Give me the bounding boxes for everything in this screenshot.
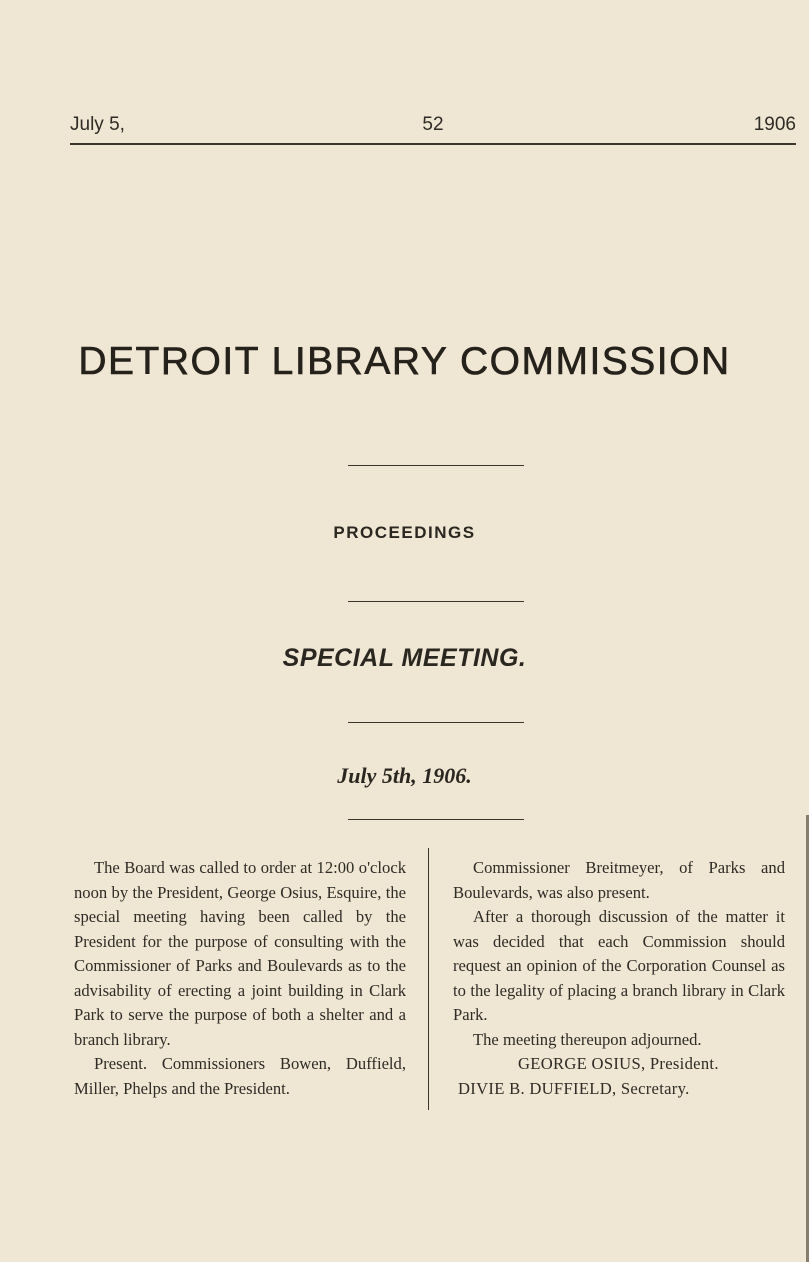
signature-secretary: DIVIE B. DUFFIELD, Secretary. [458, 1078, 690, 1098]
column-divider [428, 848, 429, 1110]
left-column [74, 856, 406, 1101]
divider-rule-3 [348, 722, 524, 723]
paragraph-discussion: After a thorough discussion of the matter it was decided that each Commission should request an opinion of the Corporation Counsel as to the legality of placing a branch library in Clark Park. [453, 907, 785, 1024]
proceedings-heading: PROCEEDINGS [333, 523, 476, 542]
right-column [453, 856, 785, 1101]
page-title: DETROIT LIBRARY COMMISSION [78, 340, 731, 383]
running-head-year: 1906 [753, 114, 796, 135]
page-number: 52 [422, 114, 444, 135]
paragraph-adjourned: The meeting thereupon adjourned. [473, 1029, 702, 1049]
running-head [70, 114, 796, 144]
paragraph-commissioner-present: Commissioner Breitmeyer, of Parks and Boulevards, was also present. [453, 858, 785, 902]
divider-rule-1 [348, 465, 524, 466]
header-rule [70, 143, 796, 145]
running-head-date: July 5, [70, 114, 125, 135]
paragraph-present: Present. Commissioners Bowen, Duffield, Miller, Phelps and the President. [74, 1054, 406, 1098]
signature-president: GEORGE OSIUS, President. [518, 1054, 719, 1073]
divider-rule-2 [348, 601, 524, 602]
paragraph-call-to-order: The Board was called to order at 12:00 o'clock noon by the President, George Osius, Esquire, the special meeting having been called by the President for the purpose of consulting with the Commissioner of Parks and Boulevards as to the advisability of erecting a joint building in Clark Park to serve the purpose of both a shelter and a branch library. [74, 858, 406, 1049]
divider-rule-4 [348, 819, 524, 820]
meeting-type-heading: SPECIAL MEETING. [282, 644, 527, 672]
meeting-date: July 5th, 1906. [337, 763, 472, 788]
